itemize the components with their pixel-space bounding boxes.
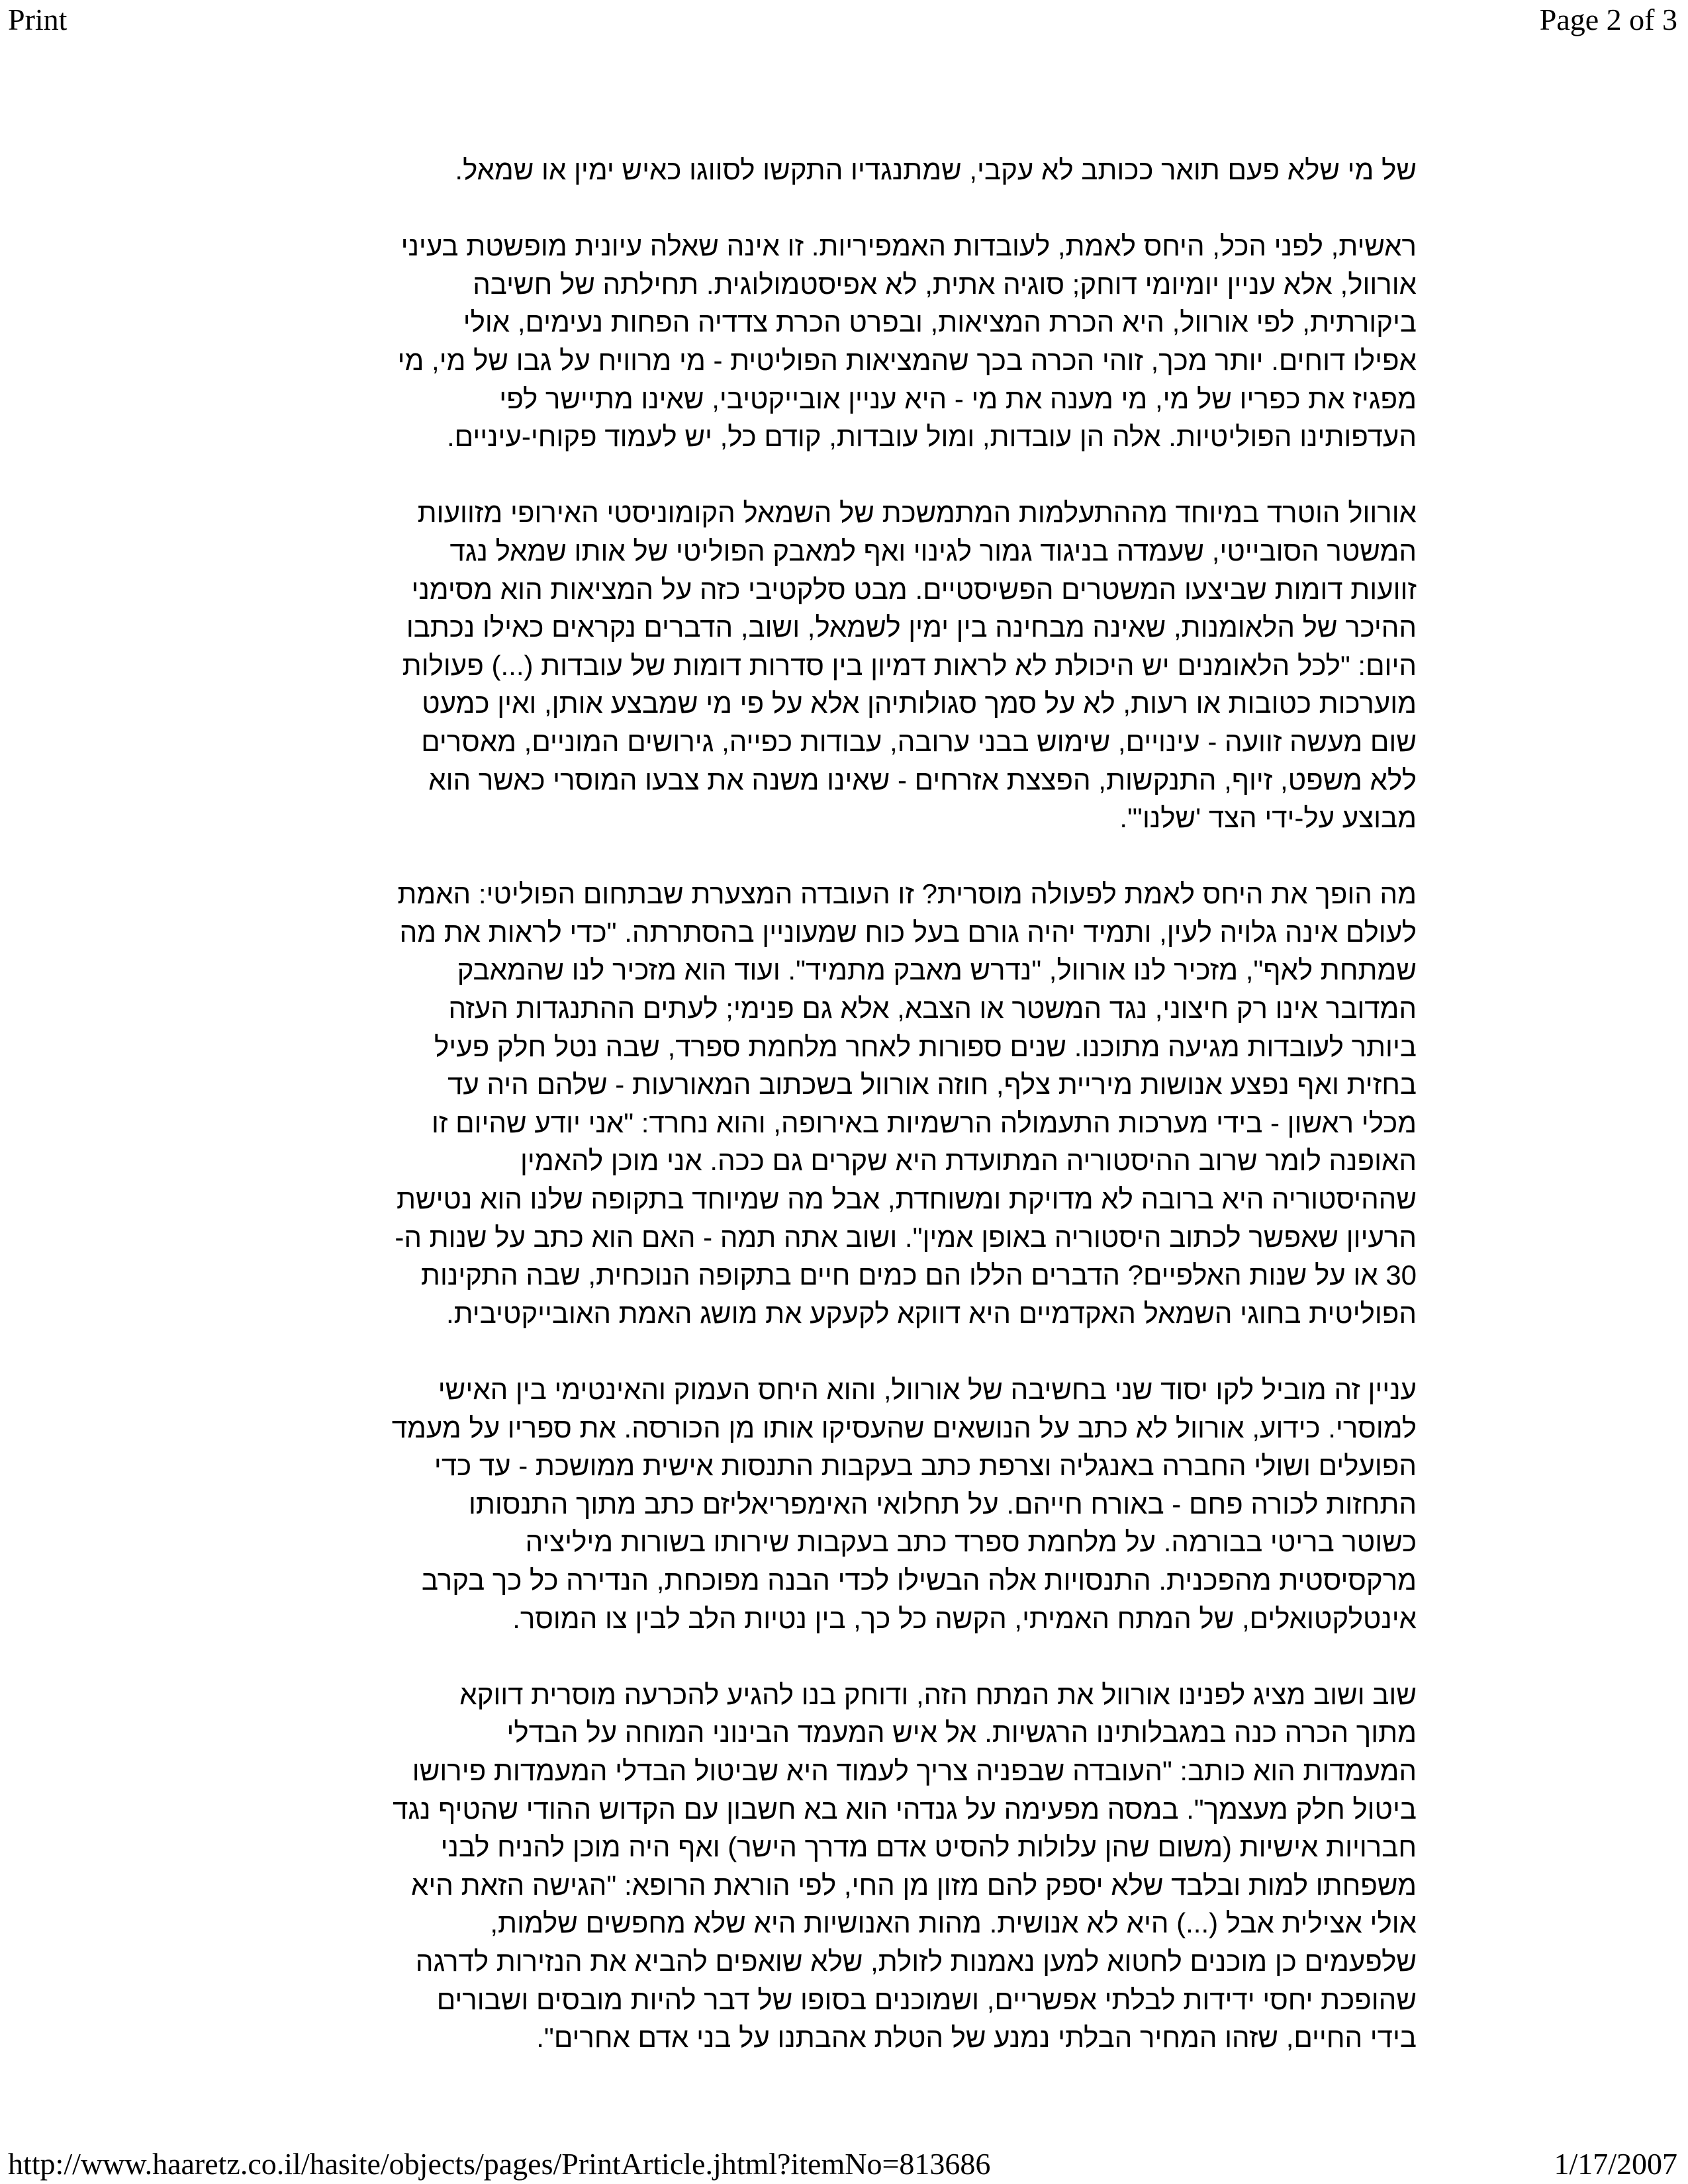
paragraph (265, 227, 1417, 456)
text-line: מבוצע על-ידי הצד 'שלנו'". (1119, 802, 1417, 834)
text-line: מתוך הכרה כנה במגבלותינו הרגשיות. אל איש המעמד הבינוני המוחה על הבדלי (506, 1717, 1417, 1749)
text-line: אינטלקטואלים, של המתח האמיתי, הקשה כל כך, בין נטיות הלב לבין צו המוסר. (512, 1602, 1417, 1634)
text-line: שוב ושוב מציג לפנינו אורוול את המתח הזה, ודוחק בנו להגיע להכרעה מוסרית דווקא (459, 1678, 1417, 1710)
footer-url: http://www.haaretz.co.il/hasite/objects/pages/PrintArticle.jhtml?itemNo=813686 (8, 2147, 991, 2181)
text-line: התחזות לכורה פחם - באורח חייהם. על תחלואי האימפריאליזם כתב מתוך התנסותו (468, 1488, 1417, 1520)
text-line: אורוול, אלא עניין יומיומי דוחק; סוגיה אתית, לא אפיסטמולוגית. תחילתה של חשיבה (473, 268, 1417, 300)
text-line: בחזית ואף נפצע אנושות מיריית צלף, חוזה אורוול בשכתוב המאורעות - שלהם היה עד (447, 1069, 1417, 1101)
text-line: בידי החיים, שזהו המחיר הבלתי נמנע של הטלת אהבתנו על בני אדם אחרים". (536, 2022, 1417, 2054)
text-line: העדפותינו הפוליטיות. אלה הן עובדות, ומול עובדות, קודם כל, יש לעמוד פקוחי-עיניים. (447, 421, 1417, 453)
paragraph (265, 875, 1417, 1332)
text-line: ההיכר של הלאומנות, שאינה מבחינה בין ימין לשמאל, ושוב, הדברים נקראים כאילו נכתבו (406, 612, 1417, 643)
text-line: חברויות אישיות (משום שהן עלולות להסיט אדם מדרך הישר) ואף היה מוכן להניח לבני (440, 1831, 1417, 1863)
text-line: כשוטר בריטי בבורמה. על מלחמת ספרד כתב בעקבות שירותו בשורות מיליציה (525, 1526, 1417, 1558)
article-body (265, 151, 1417, 2095)
text-line: 30 או על שנות האלפיים? הדברים הללו הם כמים חיים בתקופה הנוכחית, שבה התקינות (420, 1259, 1417, 1291)
text-line: מפגיז את כפריו של מי, מי מענה את מי - היא עניין אובייקטיבי, שאינו מתיישר לפי (499, 383, 1417, 414)
text-line: שהופכת יחסי ידידות לבלתי אפשריים, ושמוכנים בסופו של דבר להיות מובסים ושבורים (436, 1983, 1417, 2015)
text-line: אורוול הוטרד במיוחד מההתעלמות המתמשכת של השמאל הקומוניסטי האירופי מזוועות (417, 497, 1417, 529)
paragraph (265, 1676, 1417, 2057)
text-line: משפחתו למות ובלבד שלא יספק להם מזון מן החי, לפי הוראת הרופא: "הגישה הזאת היא (411, 1869, 1417, 1901)
text-line: היום: "לכל הלאומנים יש היכולת לא לראות דמיון בין סדרות דומות של עובדות (...) פעולות (402, 649, 1417, 681)
text-line: ראשית, לפני הכל, היחס לאמת, לעובדות האמפיריות. זו אינה שאלה עיונית מופשטת בעיני (400, 230, 1417, 262)
text-line: אולי אצילית אבל (...) היא לא אנושית. מהות האנושיות היא שלא מחפשים שלמות, (490, 1907, 1417, 1939)
text-line: מה הופך את היחס לאמת לפעולה מוסרית? זו העובדה המצערת שבתחום הפוליטי: האמת (397, 878, 1417, 910)
text-line: מרקסיסטית מהפכנית. התנסויות אלה הבשילו לכדי הבנה מפוכחת, הנדירה כל כך בקרב (421, 1564, 1417, 1596)
text-line: המשטר הסובייטי, שעמדה בניגוד גמור לגינוי ואף למאבק הפוליטי של אותו שמאל נגד (449, 535, 1417, 567)
text-line: המדובר אינו רק חיצוני, נגד המשטר או הצבא, אלא גם פנימי; לעתים ההתנגדות העזה (448, 993, 1417, 1024)
page-count: Page 2 of 3 (1539, 3, 1677, 36)
text-line: ביותר לעובדות מגיעה מתוכנו. שנים ספורות לאחר מלחמת ספרד, שבה נטל חלק פעיל (434, 1030, 1417, 1062)
text-line: שההיסטוריה היא ברובה לא מדויקת ומשוחדת, אבל מה שמיוחד בתקופה שלנו הוא נטישת (396, 1183, 1417, 1215)
text-line: לעולם אינה גלויה לעין, ותמיד יהיה גורם בעל כוח שמעוניין בהסתרתה. "כדי לראות את מה (399, 916, 1417, 948)
print-label: Print (8, 3, 68, 36)
text-line: אפילו דוחים. יותר מכך, זוהי הכרה בכך שהמציאות הפוליטית - מי מרוויח על גבו של מי, מי (397, 344, 1417, 376)
text-line: המעמדות הוא כותב: "העובדה שבפניה צריך לעמוד היא שביטול הבדלי המעמדות פירושו (412, 1754, 1417, 1786)
paragraph (265, 151, 1417, 189)
text-line: הרעיון שאפשר לכתוב היסטוריה באופן אמין". ושוב אתה תמה - האם הוא כתב על שנות ה- (395, 1221, 1417, 1253)
text-line: ביקורתית, לפי אורוול, היא הכרת המציאות, ובפרט הכרת צדדיה הפחות נעימים, אולי (463, 306, 1417, 338)
text-line: של מי שלא פעם תואר ככותב לא עקבי, שמתנגדיו התקשו לסווגו כאיש ימין או שמאל. (455, 154, 1417, 185)
paragraph (265, 1371, 1417, 1637)
text-line: מוערכות כטובות או רעות, לא על סמך סגולותיהן אלא על פי מי שמבצע אותן, ואין כמעט (422, 688, 1417, 719)
text-line: האופנה לומר שרוב ההיסטוריה המתועדת היא שקרים גם ככה. אני מוכן להאמין (520, 1145, 1417, 1177)
footer-date: 1/17/2007 (1554, 2147, 1677, 2181)
text-line: זוועות דומות שביצעו המשטרים הפשיסטיים. מבט סלקטיבי כזה על המציאות הוא מסימני (411, 573, 1417, 605)
text-line: הפוליטית בחוגי השמאל האקדמיים היא דווקא לקעקע את מושג האמת האובייקטיבית. (445, 1297, 1417, 1329)
text-line: עניין זה מוביל לקו יסוד שני בחשיבה של אורוול, והוא היחס העמוק והאינטימי בין האישי (438, 1374, 1417, 1405)
paragraph (265, 494, 1417, 837)
text-line: ללא משפט, זיוף, התנקשות, הפצצת אזרחים - שאינו משנה את צבעו המוסרי כאשר הוא (428, 764, 1417, 796)
text-line: שלפעמים כן מוכנים לחטוא למען נאמנות לזולת, שלא שואפים להביא את הנזירות לדרגה (415, 1945, 1417, 1977)
text-line: ביטול חלק מעצמך". במסה מפעימה על גנדהי הוא בא חשבון עם הקדוש ההודי שהטיף נגד (393, 1793, 1417, 1825)
text-line: מכלי ראשון - בידי מערכות התעמולה הרשמיות באירופה, והוא נחרד: "אני יודע שהיום זו (431, 1107, 1417, 1138)
text-line: למוסרי. כידוע, אורוול לא כתב על הנושאים שהעסיקו אותו מן הכורסה. את ספריו על מעמד (391, 1412, 1417, 1443)
text-line: שום מעשה זוועה - עינויים, שימוש בבני ערובה, עבודות כפייה, גירושים המוניים, מאסרים (421, 725, 1417, 757)
text-line: הפועלים ושולי החברה באנגליה וצרפת כתב בעקבות התנסות אישית ממושכת - עד כדי (434, 1450, 1417, 1482)
text-line: שמתחת לאף", מזכיר לנו אורוול, "נדרש מאבק מתמיד". ועוד הוא מזכיר לנו שהמאבק (457, 954, 1417, 986)
